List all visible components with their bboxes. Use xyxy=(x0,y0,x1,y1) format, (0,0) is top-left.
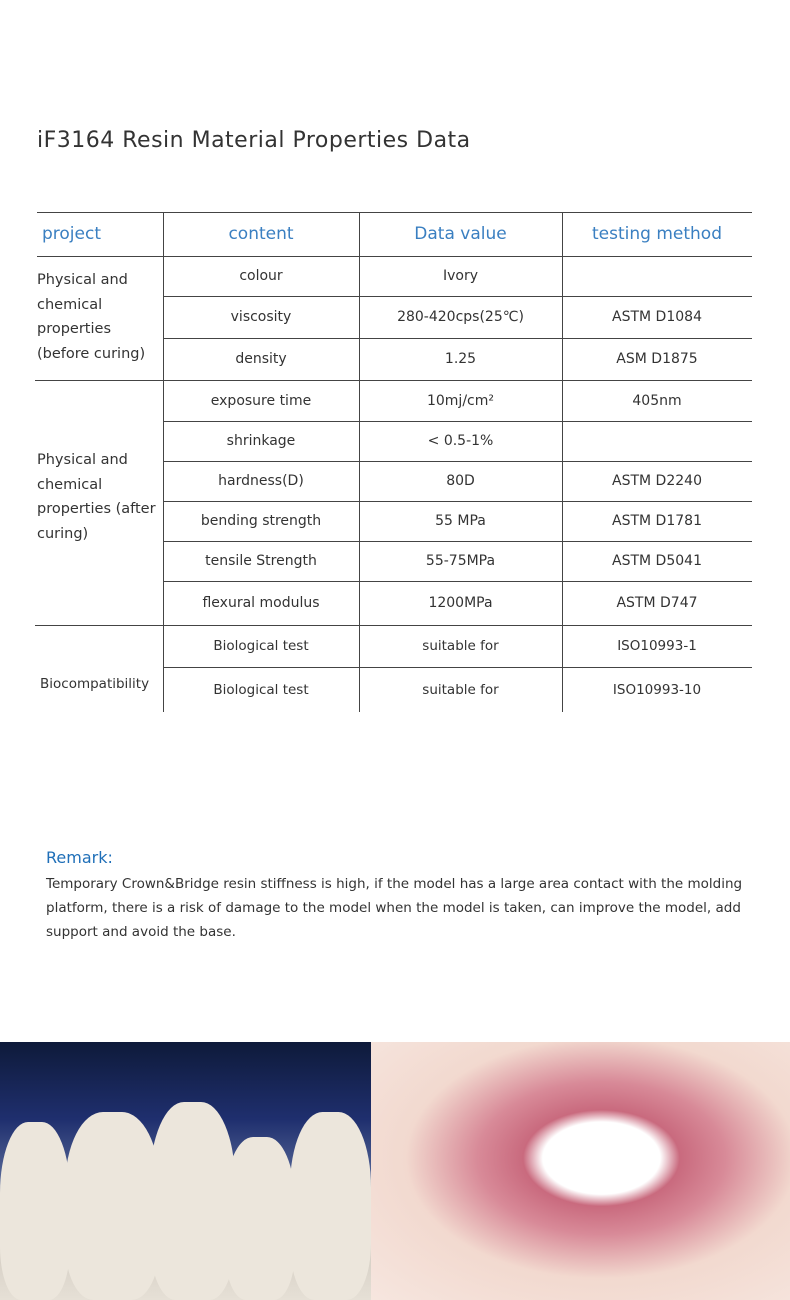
table-cell: ASTM D747 xyxy=(616,595,698,611)
remark-body: Temporary Crown&Bridge resin stiffness is high, if the model has a large area contact with the molding platform, there is a risk of damage to the model when the model is taken, can improve the model, add support and avoid the base. xyxy=(46,876,743,940)
table-cell: 55 MPa xyxy=(435,513,486,529)
table-cell: tensile Strength xyxy=(205,553,317,569)
table-cell: suitable for xyxy=(422,681,499,698)
table-cell: 405nm xyxy=(632,392,682,409)
remark-title: Remark: xyxy=(46,848,113,867)
header-content: content xyxy=(228,224,294,244)
table-cell: suitable for xyxy=(422,638,499,654)
table-cell: Biological test xyxy=(213,638,309,654)
table-cell: colour xyxy=(239,268,283,284)
table-cell: 55-75MPa xyxy=(425,553,496,569)
table-cell: ASTM D5041 xyxy=(612,553,702,569)
table-cell: ISO10993-10 xyxy=(612,681,702,698)
table-cell: exposure time xyxy=(210,392,312,409)
table-cell: hardness(D) xyxy=(218,473,304,489)
table-cell: Biological test xyxy=(213,681,309,698)
table-cell: ISO10993-1 xyxy=(617,638,697,654)
header-data-value: Data value xyxy=(414,224,507,244)
table-cell: ASTM D1781 xyxy=(612,513,702,529)
table-cell: Ivory xyxy=(442,268,479,284)
dental-model-photo xyxy=(0,1042,371,1300)
table-cell xyxy=(562,421,752,461)
group-before-curing: Physical and chemical properties (before curing) xyxy=(37,272,146,362)
table-cell: 1.25 xyxy=(444,351,477,367)
table-cell xyxy=(562,256,752,296)
table-cell: bending strength xyxy=(200,513,322,529)
header-project: project xyxy=(42,224,102,244)
table-cell: < 0.5-1% xyxy=(427,433,494,449)
table-cell: ASTM D1084 xyxy=(612,309,702,325)
table-cell: 280-420cps(25℃) xyxy=(397,309,524,325)
table-cell: viscosity xyxy=(230,309,292,325)
group-after-curing: Physical and chemical properties (after curing) xyxy=(37,452,156,542)
table-cell: density xyxy=(235,351,287,367)
table-cell: shrinkage xyxy=(226,433,296,449)
table-cell: ASTM D2240 xyxy=(612,473,702,489)
header-testing-method: testing method xyxy=(592,224,722,244)
table-cell: flexural modulus xyxy=(202,595,320,611)
table-cell: 1200MPa xyxy=(428,595,493,611)
table-cell: 80D xyxy=(446,473,475,489)
group-biocompatibility: Biocompatibility xyxy=(40,676,150,692)
table-cell: ASM D1875 xyxy=(616,351,698,367)
page-title: iF3164 Resin Material Properties Data xyxy=(37,128,471,153)
smile-photo xyxy=(371,1042,790,1300)
table-cell: 10mj/cm² xyxy=(426,392,494,409)
